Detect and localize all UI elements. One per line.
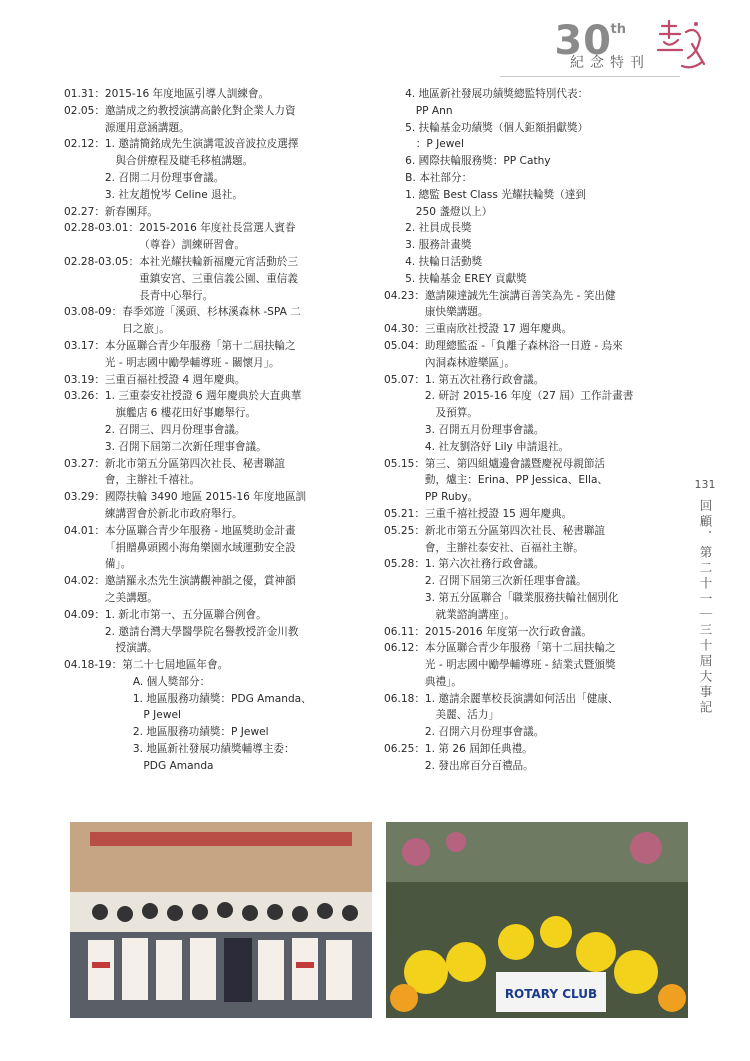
entry-text (122, 657, 364, 775)
entry-line: 新春團拜。 (104, 205, 158, 218)
timeline-entry (384, 321, 682, 338)
entry-date: 03.27： (64, 457, 105, 470)
side-title-bar (694, 478, 716, 720)
timeline-entry (64, 523, 364, 573)
entry-line: 邀請羅永杰先生演講觀神韻之優，賞神韻 (104, 575, 296, 588)
timeline-entry (384, 338, 682, 372)
group-photo-left (70, 822, 372, 1018)
entry-text (425, 506, 682, 523)
entry-line: 三重百福社授證 4 週年慶典。 (104, 373, 246, 386)
entry-line: 1. 邀請簡銘成先生演講電波音波拉皮選擇 (104, 138, 299, 151)
entry-line: 重鎮安宮、三重信義公園、重信義 (139, 272, 298, 285)
entry-line: 春季郊遊「溪頭、杉林溪森林 -SPA 二 (122, 306, 301, 319)
entry-line: 5. 扶輪基金 EREY 貢獻獎 (384, 272, 527, 285)
entry-line: 三重南欣社授證 17 週年慶典。 (424, 323, 573, 336)
entry-text (105, 489, 364, 523)
entry-date: 02.28-03.01： (64, 222, 140, 235)
entry-date: 04.02： (64, 575, 105, 588)
entry-date: 05.15： (384, 457, 425, 470)
entry-line: 邀請陳達誠先生演講百善笑為先 - 笑出健 (424, 289, 616, 302)
entry-date: 03.08-09： (64, 306, 123, 319)
entry-line: 3. 服務計畫獎 (384, 239, 472, 252)
entry-date: 06.12： (384, 642, 425, 655)
timeline-entry (64, 456, 364, 490)
side-section-title: 回顧．第二十一｜三十屆大事記 (698, 499, 713, 716)
entry-text (105, 456, 364, 490)
entry-line: 就業諮詢講座」。 (424, 608, 515, 621)
entry-date: 03.17： (64, 339, 105, 352)
entry-date: 06.11： (384, 625, 425, 638)
entry-line: 1. 總監 Best Class 光耀扶輪獎（達到 (384, 188, 587, 201)
entry-line: P Jewel (122, 709, 181, 722)
entry-line: 備」。 (104, 558, 132, 571)
entry-line: 新北市第五分區第四次社長、秘書聯誼 (424, 524, 606, 537)
entry-line: 1. 第六次社務行政會議。 (424, 558, 545, 571)
entry-line: 授演講。 (104, 642, 158, 655)
entry-line: 2. 發出席百分百禮品。 (424, 759, 534, 772)
entry-text (105, 103, 364, 137)
entry-text (139, 220, 364, 254)
timeline-entry (64, 573, 364, 607)
entry-line: 與合併療程及睫毛移植講題。 (104, 155, 254, 168)
entry-line: 典禮」。 (424, 675, 462, 688)
entry-line: 日之旅」。 (122, 323, 170, 336)
entry-line: 1. 三重泰安社授證 6 週年慶典於大直典華 (104, 390, 302, 403)
entry-text (105, 607, 364, 657)
entry-line: 內洞森林遊樂區」。 (424, 356, 515, 369)
entry-date: 04.30： (384, 323, 425, 336)
entry-line: 三重千禧社授證 15 週年慶典。 (424, 507, 573, 520)
entry-line: 美麗、活力」 (424, 709, 500, 722)
entry-text (425, 456, 682, 506)
timeline-entry (384, 741, 682, 775)
entry-line: （尊眷）訓練研習會。 (139, 239, 246, 252)
entry-line: 源運用意涵講題。 (104, 121, 190, 134)
entry-text (105, 136, 364, 203)
entry-line: 本分區聯合青少年服務「第十二屆扶輪之 (104, 339, 296, 352)
timeline-entry (64, 338, 364, 372)
entry-date: 05.04： (384, 339, 425, 352)
entry-date: 06.25： (384, 743, 425, 756)
entry-date: 04.18-19： (64, 659, 123, 672)
timeline-entry (64, 254, 364, 304)
entry-line: PP Ann (384, 104, 453, 117)
entry-line: 本社光耀扶輪新福慶元宵活動於三 (139, 255, 298, 268)
entry-text (425, 523, 682, 557)
entry-line: 之美講題。 (104, 591, 158, 604)
entry-line: 2. 召開下屆第三次新任理事會議。 (424, 575, 587, 588)
entry-line: 「捐贈鼻頭國小海角樂園水域運動安全設 (104, 541, 296, 554)
entry-text (425, 691, 682, 741)
timeline-entry (64, 86, 364, 103)
publication-header (468, 18, 708, 82)
entry-line: 旗艦店 6 樓花田好事廳舉行。 (104, 407, 257, 420)
entry-date: 03.19： (64, 373, 105, 386)
entry-line: 1. 邀請余麗華校長演講如何活出「健康、 (424, 692, 619, 705)
entry-line: 250 盞燈以上） (384, 205, 493, 218)
timeline-entry (384, 456, 682, 506)
entry-line: 2. 研討 2015-16 年度（27 屆）工作計畫書 (424, 390, 634, 403)
entry-text (425, 741, 682, 775)
entry-line: 5. 扶輪基金功績獎（個人鉅額捐獻獎） (384, 121, 589, 134)
entry-line: 1. 新北市第一、五分區聯合例會。 (104, 608, 267, 621)
entry-date: 05.25： (384, 524, 425, 537)
entry-line: 及預算。 (424, 407, 478, 420)
entry-text (105, 204, 364, 221)
group-photo-left-image (70, 822, 372, 1018)
anniversary-number: 30 (554, 18, 612, 64)
entry-line: 長青中心舉行。 (139, 289, 214, 302)
entry-line: 本分區聯合青少年服務 - 地區獎助金計畫 (104, 524, 296, 537)
timeline-entry (384, 288, 682, 322)
timeline-left-column (64, 86, 364, 775)
entry-line: 邀請成之約教授演講高齡化對企業人力資 (104, 104, 296, 117)
timeline-entry (64, 388, 364, 455)
group-photo-right-image (386, 822, 688, 1018)
entry-text (105, 338, 364, 372)
entry-line: 6. 國際扶輪服務獎：PP Cathy (384, 155, 551, 168)
timeline-entry (384, 640, 682, 690)
timeline-entry (64, 372, 364, 389)
entry-line: 1. 地區服務功績獎：PDG Amanda、 (122, 692, 312, 705)
entry-line: 光 - 明志國中勵學輔導班 - 關懷月」。 (104, 356, 280, 369)
timeline-entry (384, 506, 682, 523)
entry-line: 2. 召開二月份理事會議。 (104, 171, 225, 184)
timeline-entry (384, 624, 682, 641)
entry-line: 動，爐主：Erina、PP Jessica、Ella、 (424, 474, 609, 487)
entry-line: 3. 第五分區聯合「職業服務扶輪社個別化 (424, 591, 619, 604)
entry-date: 04.23： (384, 289, 425, 302)
entry-line: 本分區聯合青少年服務「第十二屆扶輪之 (424, 642, 616, 655)
entry-text (425, 556, 682, 623)
entry-text (425, 321, 682, 338)
entry-date: 01.31： (64, 88, 105, 100)
entry-line: 康快樂講題。 (424, 306, 489, 319)
entry-line: 新北市第五分區第四次社長、秘書聯誼 (104, 457, 286, 470)
entry-date: 04.09： (64, 608, 105, 621)
entry-text (425, 288, 682, 322)
entry-line: 國際扶輪 3490 地區 2015-16 年度地區訓 (104, 491, 307, 504)
entry-line: 1. 第五次社務行政會議。 (424, 373, 545, 386)
entry-line: 4. 地區新社發展功績獎總監特別代表： (384, 88, 589, 100)
entry-text (425, 338, 682, 372)
entry-date: 02.27： (64, 205, 105, 218)
entry-line: 3. 社友趙悅岑 Celine 退社。 (104, 188, 243, 201)
timeline-entry (64, 136, 364, 203)
timeline-entry (384, 556, 682, 623)
entry-line: 2015-2016 年度第一次行政會議。 (424, 625, 592, 638)
entry-date: 03.26： (64, 390, 105, 403)
page-number: 131 (694, 478, 716, 491)
timeline-entry (64, 657, 364, 775)
entry-text (384, 86, 682, 288)
entry-date: 05.28： (384, 558, 425, 571)
entry-date: 02.28-03.05： (64, 255, 140, 268)
entry-line: 4. 社友劉洛妤 Lily 申請退社。 (424, 440, 570, 453)
timeline-entry (384, 691, 682, 741)
entry-line: 2. 社員成長獎 (384, 222, 472, 235)
rotary-banner-text: ROTARY CLUB (504, 987, 598, 1001)
timeline-entry (384, 523, 682, 557)
entry-line: PDG Amanda (122, 759, 214, 772)
entry-date: 04.01： (64, 524, 105, 537)
entry-date: 05.07： (384, 373, 425, 386)
entry-line: 助理總監盃 -「負離子森林浴一日遊 - 烏來 (424, 339, 623, 352)
entry-line: A. 個人獎部分： (122, 675, 211, 688)
header-rule (500, 76, 680, 77)
entry-line: B. 本社部分： (384, 171, 473, 184)
entry-line: PP Ruby。 (424, 491, 479, 504)
timeline-entry (64, 607, 364, 657)
entry-text (105, 372, 364, 389)
entry-date: 03.29： (64, 491, 105, 504)
entry-text (122, 304, 364, 338)
entry-date: 02.12： (64, 138, 105, 151)
entry-text (139, 254, 364, 304)
timeline-entry (64, 489, 364, 523)
calligraphy-logo (652, 18, 708, 78)
entry-text (425, 372, 682, 456)
entry-line: 會，主辦社千禧社。 (104, 474, 201, 487)
entry-text (105, 86, 364, 103)
entry-text (425, 640, 682, 690)
entry-text (425, 624, 682, 641)
timeline-entry (384, 86, 682, 288)
anniversary-ordinal: th (610, 22, 626, 37)
entry-text (105, 573, 364, 607)
entry-line: 會，主辦社泰安社、百福社主辦。 (424, 541, 584, 554)
entry-line: 2. 邀請台灣大學醫學院名譽教授許金川教 (104, 625, 299, 638)
publication-subtitle: 紀念特刊 (570, 55, 650, 71)
entry-text (105, 388, 364, 455)
entry-line: 光 - 明志國中勵學輔導班 - 結業式暨頒獎 (424, 659, 616, 672)
entry-date: 06.18： (384, 692, 425, 705)
timeline-entry (64, 103, 364, 137)
entry-line: 2. 召開三、四月份理事會議。 (104, 423, 246, 436)
entry-text (105, 523, 364, 573)
entry-line: 第二十七屆地區年會。 (122, 659, 229, 672)
entry-line: 1. 第 26 屆卸任典禮。 (424, 743, 533, 756)
entry-line: 練講習會於新北市政府舉行。 (104, 507, 243, 520)
timeline-entry (64, 204, 364, 221)
entry-line: 第三、第四組爐邊會議暨慶祝母親節活 (424, 457, 606, 470)
entry-line: ：P Jewel (384, 138, 464, 151)
entry-line: 2. 地區服務功績獎：P Jewel (122, 726, 269, 739)
timeline-entry (384, 372, 682, 456)
entry-line: 3. 召開下屆第二次新任理事會議。 (104, 440, 267, 453)
timeline-right-column (384, 86, 682, 775)
timeline-entry (64, 304, 364, 338)
entry-line: 2015-2016 年度社長當選人賓眷 (139, 222, 296, 235)
entry-line: 4. 扶輪日活動獎 (384, 255, 483, 268)
entry-line: 3. 召開五月份理事會議。 (424, 423, 545, 436)
entry-date: 05.21： (384, 507, 425, 520)
entry-line: 3. 地區新社發展功績獎輔導主委： (122, 743, 295, 756)
entry-line: 2015-16 年度地區引導人訓練會。 (104, 88, 270, 100)
group-photo-right (386, 822, 688, 1018)
entry-date: 02.05： (64, 104, 105, 117)
entry-line: 2. 召開六月份理事會議。 (424, 726, 545, 739)
timeline-entry (64, 220, 364, 254)
